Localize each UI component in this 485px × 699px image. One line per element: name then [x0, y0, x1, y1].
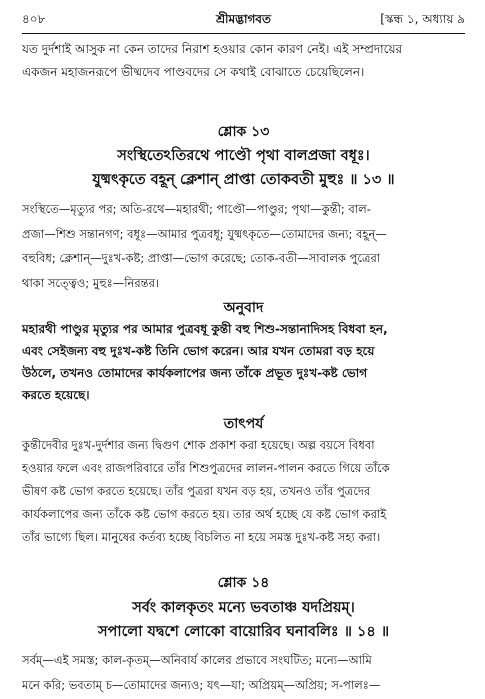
purport-line: কুন্তীদেবীর দুঃখ-দুর্দশার জন্য দ্বিগুণ শোক প্রকাশ করা হয়েছে। অল্প বয়সে বিধবা	[22, 438, 375, 452]
translation-text	[22, 318, 465, 406]
header-divider	[22, 33, 465, 34]
verse-14-synonyms	[22, 648, 465, 697]
synonym-line: প্রজা—শিশু সন্তানগণ; বধূঃ—আমার পুত্রবধূ; যুষ্মৎকৃতে—তোমাদের জন্য; বহূন্—	[22, 226, 387, 241]
text-line: যত দুর্দশাই আসুক না কেন তাদের নিরাশ হওয়ার কোন কারণ নেই। এই সম্প্রদায়ের	[22, 42, 403, 56]
synonym-line: মনে করি; ভবতাম্ চ—তোমাদের জন্যও; যৎ—যা; অপ্রিয়ম্—অপ্রিয়; স-পালঃ—	[22, 677, 381, 692]
verse-14-text	[22, 596, 465, 644]
purport-text	[22, 434, 465, 549]
purport-line: কার্যকলাপের জন্য তাঁকে কষ্ট ভোগ করতে হয়। তার অর্থ হচ্ছে যে কষ্ট ভোগ করাই	[22, 507, 387, 521]
book-title: শ্রীমদ্ভাগবত	[215, 12, 271, 26]
verse-13-heading: শ্লোক ১৩	[217, 124, 270, 140]
verse-line: সর্বং কালকৃতং মন্যে ভবতাঞ্চ যদপ্রিয়ম্।	[132, 600, 355, 616]
purport-line: হওয়ার ফলে এবং রাজপরিবারে তাঁর শিশুপুত্রদের লালন-পালন করতে গিয়ে তাঁকে	[22, 461, 390, 475]
synonym-line: বহুবিধ; ক্লেশান্—দুঃখ-কষ্ট; প্রাপ্তা—ভোগ করেছে; তোক-বতী—সাবালক পুত্রেরা	[22, 251, 381, 265]
purport-line: তাঁর ভাগ্যে ছিল। মানুষের কর্তব্য হচ্ছে বিচলিত না হয়ে সমস্ত দুঃখ-কষ্ট সহ্য করা।	[22, 530, 381, 544]
verse-line: সপালো যদ্বশে লোকো বায়োরিব ঘনাবলিঃ ॥ ১৪ ॥	[97, 624, 390, 640]
purport-line: ভীষণ কষ্ট ভোগ করতে হয়েছে। তাঁর পুত্ররা যখন বড় হয়, তখনও তাঁর পুত্রদের	[22, 484, 371, 498]
verse-13-synonyms	[22, 197, 465, 295]
translation-line: করতে হয়েছে।	[22, 388, 90, 402]
page-number: ৪০৮	[22, 12, 46, 26]
verse-line: যুষ্মৎকৃতে বহূন্ ক্লেশান্ প্রাপ্তা তোকবতী মুহুঃ ॥ ১৩ ॥	[92, 172, 395, 188]
chapter-reference: [স্কন্ধ ১, অধ্যায় ৯	[380, 12, 465, 26]
verse-line: সংস্থিতেঽতিরথে পাণ্ডৌ পৃথা বালপ্রজা বধূঃ।	[117, 148, 370, 164]
synonym-line: সর্বম্—এই সমস্ত; কাল-কৃতম্—অনিবার্য কালের প্রভাবে সংঘটিত; মন্যে—আমি	[22, 653, 372, 667]
translation-heading: অনুবাদ	[223, 300, 264, 316]
synonym-line: থাকা সত্ত্বেও; মুহুঃ—নিরন্তর।	[22, 275, 160, 290]
purport-heading: তাৎপর্য	[223, 416, 264, 432]
page-header	[22, 8, 465, 30]
synonym-line: সংস্থিতে—মৃত্যুর পর; অতি-রথে—মহারথী; পাণ্ডৌ—পাণ্ডুর; পৃথা—কুন্তী; বাল-	[22, 202, 371, 216]
verse-14-heading: শ্লোক ১৪	[217, 575, 270, 591]
translation-line: মহারথী পাণ্ডুর মৃত্যুর পর আমার পুত্রবধূ কুন্তী বহু শিশু-সন্তানাদিসহ বিধবা হন,	[22, 322, 388, 336]
translation-line: উঠলে, তখনও তোমাদের কার্যকলাপের জন্য তাঁকে প্রভূত দুঃখ-কষ্ট ভোগ	[22, 366, 368, 380]
verse-13-text	[22, 144, 465, 192]
text-line: একজন মহাজনরূপে ভীষ্মদেব পাণ্ডবদের সে কথাই বোঝাতে চেয়েছিলেন।	[22, 65, 365, 79]
intro-paragraph	[22, 38, 465, 84]
translation-line: এবং সেইজন্য বহু দুঃখ-কষ্ট তিনি ভোগ করেন। আর যখন তোমরা বড় হয়ে	[22, 344, 375, 358]
